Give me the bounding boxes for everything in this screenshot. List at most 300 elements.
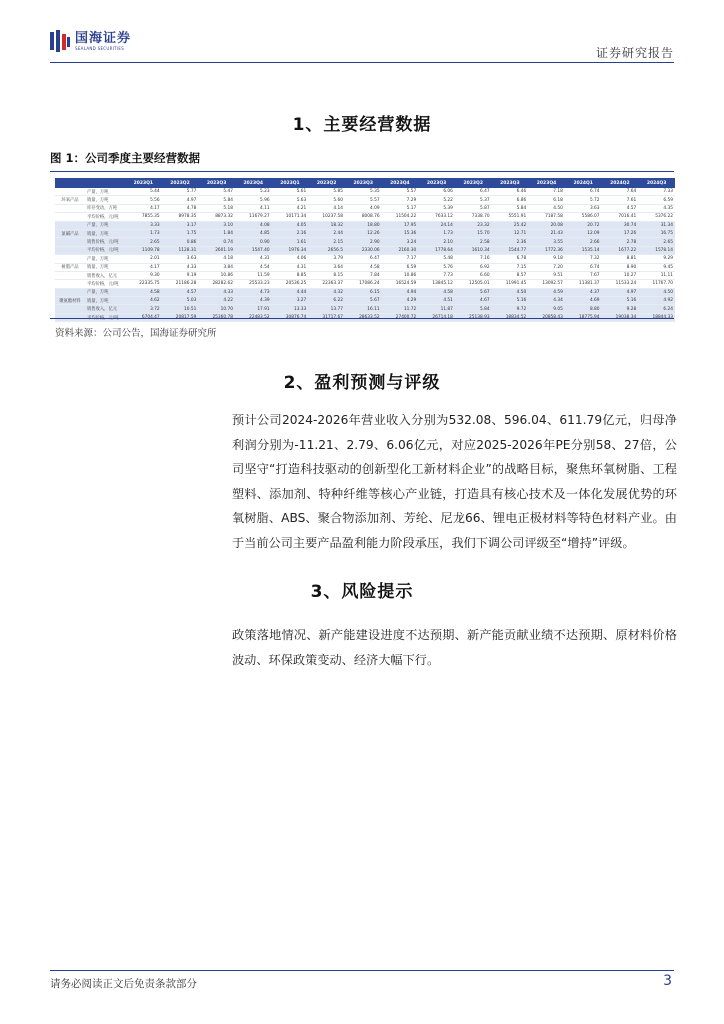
table-value-cell: 7.15 [492,263,529,271]
table-header-quarter: 2023Q4 [235,178,272,188]
table-value-cell: 4.33 [162,263,199,271]
table-value-cell: 7633.12 [418,213,455,221]
table-value-cell: 9.45 [638,263,675,271]
table-value-cell: 5.44 [125,188,162,196]
forecast-paragraph: 预计公司2024-2026年营业收入分别为532.08、596.04、611.79亿元，归母净利润分别为-11.21、2.79、6.06亿元，对应2025-2026年PE分别58、27倍，公司坚守“打造科技驱动的创新型化工新材料企业”的战略目标，聚焦环氧树脂、工程塑料、添加剂、特种纤维等核心产业链，打造具有核心技术及一体化发展优势的环氧树脂、ABS、聚合物添加剂、芳纶、尼龙66、锂电正极材料等特色材料产业。由于当前公司主要产品盈利能力阶段承压，我们下调公司评级至“增持”评级。 [232,413,677,550]
table-value-cell: 7.84 [345,271,382,279]
table-value-cell: 9.28 [602,305,639,313]
table-header-quarter: 2023Q2 [308,178,345,188]
table-value-cell: 4.78 [162,204,199,212]
table-value-cell: 9.51 [528,271,565,279]
table-segment-cell [55,255,85,263]
table-value-cell: 2601.19 [198,246,235,254]
table-value-cell: 15.36 [382,229,419,237]
table-value-cell: 17.95 [382,221,419,229]
table-value-cell: 20817.59 [162,313,199,321]
table-item-cell: 平均价格，元/吨 [85,246,125,254]
table-header-quarter: 2023Q2 [455,178,492,188]
table-segment-cell [55,213,85,221]
table-value-cell: 4.06 [272,255,309,263]
table-value-cell: 5.57 [382,188,419,196]
table-segment-cell [55,188,85,196]
table-value-cell: 10.51 [162,305,199,313]
table-value-cell: 30.74 [602,221,639,229]
table-row [55,263,675,271]
table-value-cell: 5.35 [345,188,382,196]
table-value-cell: 5.84 [492,204,529,212]
risk-paragraph: 政策落地情况、新产能建设进度不达预期、新产能贡献业绩不达预期、原材料价格波动、环保政策变动、经济大幅下行。 [232,628,677,667]
logo-icon [50,30,70,52]
table-value-cell: 4.50 [528,204,565,212]
table-value-cell: 6.24 [638,305,675,313]
table-value-cell: 6.92 [455,263,492,271]
table-value-cell: 3.27 [272,297,309,305]
table-value-cell: 5586.07 [565,213,602,221]
table-value-cell: 4.32 [308,288,345,296]
table-segment-cell: 氯碱产品 [55,229,85,237]
table-value-cell: 12.09 [565,229,602,237]
table-value-cell: 5.60 [308,196,345,204]
table-value-cell: 4.33 [198,288,235,296]
table-value-cell: 7.32 [565,255,602,263]
table-value-cell: 25138.93 [455,313,492,321]
table-value-cell: 1109.78 [125,246,162,254]
table-value-cell: 8.15 [308,271,345,279]
table-value-cell: 5.56 [125,196,162,204]
table-value-cell: 7016.41 [602,213,639,221]
table-value-cell: 9.05 [528,305,565,313]
table-value-cell: 20858.43 [528,313,565,321]
table-value-cell: 4.50 [492,288,529,296]
table-value-cell: 4.67 [455,297,492,305]
table-segment-cell [55,288,85,296]
table-value-cell: 5.77 [162,188,199,196]
table-item-cell: 平均价格，元/吨 [85,313,125,321]
table-value-cell: 1677.22 [602,246,639,254]
table-value-cell: 11381.37 [565,280,602,288]
table-value-cell: 20536.25 [272,280,309,288]
table-segment-cell: 树脂产品 [55,263,85,271]
table-segment-cell: 聚氨酯材料 [55,297,85,305]
section-title-forecast: 2、盈利预测与评级 [283,373,441,393]
table-value-cell: 5.17 [382,204,419,212]
table-value-cell: 16.11 [345,305,382,313]
table-value-cell: 7.18 [528,188,565,196]
figure-divider-bottom [50,318,674,319]
table-header-quarter: 2023Q3 [345,178,382,188]
table-value-cell: 25.42 [492,221,529,229]
table-item-cell: 销量，万吨 [85,196,125,204]
table-segment-cell [55,238,85,246]
table-value-cell: 19038.34 [602,313,639,321]
table-value-cell: 11767.70 [638,280,675,288]
table-value-cell: 18.80 [345,221,382,229]
table-value-cell: 8.80 [565,305,602,313]
table-value-cell: 4.59 [528,288,565,296]
table-value-cell: 9.29 [638,255,675,263]
table-value-cell: 3.10 [198,221,235,229]
table-value-cell: 1.61 [272,238,309,246]
table-value-cell: 4.97 [162,196,199,204]
figure-title: 图 1：公司季度主要经营数据 [50,151,201,165]
table-value-cell: 4.17 [125,204,162,212]
table-value-cell: 18.32 [308,221,345,229]
table-value-cell: 9.18 [528,255,565,263]
table-value-cell: 13.33 [272,305,309,313]
table-row [55,229,675,237]
footer-divider [50,970,674,971]
table-item-cell: 销售价格，元/吨 [85,238,125,246]
table-value-cell: 6.74 [565,188,602,196]
table-value-cell: 4.14 [308,204,345,212]
table-value-cell: 21.43 [528,229,565,237]
table-item-cell: 销量，万吨 [85,263,125,271]
table-value-cell: 2.10 [418,238,455,246]
table-value-cell: 4.69 [565,297,602,305]
table-value-cell: 1.84 [198,229,235,237]
table-value-cell: 17.26 [602,229,639,237]
table-item-cell: 产量，万吨 [85,221,125,229]
table-value-cell: 5.72 [565,196,602,204]
table-value-cell: 4.54 [235,263,272,271]
table-value-cell: 5.37 [455,196,492,204]
table-value-cell: 6.59 [382,263,419,271]
table-row [55,204,675,212]
table-value-cell: 5.57 [345,196,382,204]
page-number: 3 [663,973,672,989]
table-value-cell: 3.72 [125,305,162,313]
table-value-cell: 2.65 [638,238,675,246]
table-row [55,288,675,296]
table-value-cell: 18834.52 [492,313,529,321]
table-value-cell: 5.84 [198,196,235,204]
table-value-cell: 5551.91 [492,213,529,221]
table-value-cell: 11991.45 [492,280,529,288]
table-value-cell: 4.35 [638,204,675,212]
table-header-quarter: 2023Q4 [528,178,565,188]
table-value-cell: 11679.27 [235,213,272,221]
table-item-cell: 销量，万吨 [85,297,125,305]
table-value-cell: 10.70 [198,305,235,313]
table-value-cell: 1.75 [162,229,199,237]
table-value-cell: 8.81 [602,255,639,263]
table-value-cell: 4.92 [638,297,675,305]
table-row [55,221,675,229]
table-value-cell: 2.78 [602,238,639,246]
table-header-blank [85,178,125,188]
table-value-cell: 8008.76 [345,213,382,221]
table-value-cell: 5.03 [162,297,199,305]
table-value-cell: 3.84 [198,263,235,271]
table-header-quarter: 2023Q2 [162,178,199,188]
table-value-cell: 1128.31 [162,246,199,254]
table-row [55,280,675,288]
document-type: 证券研究报告 [595,46,674,60]
table-item-cell: 平均价格，元/吨 [85,213,125,221]
table-value-cell: 5.67 [345,297,382,305]
table-value-cell: 3.63 [565,204,602,212]
table-value-cell: 6.86 [492,196,529,204]
table-value-cell: 8978.35 [162,213,199,221]
table-item-cell: 平均价格，元/吨 [85,280,125,288]
table-value-cell: 5.96 [235,196,272,204]
table-header-quarter: 2023Q1 [125,178,162,188]
table-value-cell: 26714.18 [418,313,455,321]
table-header-row [55,178,675,188]
table-value-cell: 7.33 [638,188,675,196]
table-value-cell: 8.85 [272,271,309,279]
table-value-cell: 6704.47 [125,313,162,321]
table-item-cell: 销量，万吨 [85,229,125,237]
table-item-cell: 库存变动，万吨 [85,204,125,212]
table-value-cell: 12.26 [345,229,382,237]
table-value-cell: 5.48 [418,255,455,263]
table-value-cell: 3.64 [308,263,345,271]
table-value-cell: 4.31 [235,255,272,263]
table-row [55,238,675,246]
table-value-cell: 5.18 [198,204,235,212]
table-value-cell: 17086.24 [345,280,382,288]
header-divider [50,62,674,63]
table-value-cell: 22363.37 [308,280,345,288]
table-value-cell: 6.15 [345,288,382,296]
table-value-cell: 10.86 [198,271,235,279]
table-header-quarter: 2024Q2 [602,178,639,188]
table-value-cell: 7.67 [565,271,602,279]
table-value-cell: 24.14 [418,221,455,229]
table-value-cell: 12.71 [492,229,529,237]
table-header-quarter: 2023Q1 [272,178,309,188]
table-value-cell: 6.59 [638,196,675,204]
table-value-cell: 8873.32 [198,213,235,221]
table-value-cell: 4.85 [235,229,272,237]
table-value-cell: 2.65 [125,238,162,246]
table-value-cell: 4.57 [602,204,639,212]
table-value-cell: 4.39 [235,297,272,305]
table-value-cell: 1.73 [418,229,455,237]
table-value-cell: 23.32 [455,221,492,229]
table-value-cell: 5.16 [492,297,529,305]
table-value-cell: 15.70 [455,229,492,237]
table-value-cell: 5.47 [198,188,235,196]
table-item-cell: 产量，万吨 [85,288,125,296]
table-value-cell: 0.86 [162,238,199,246]
table-item-cell: 产量，万吨 [85,255,125,263]
table-value-cell: 6.60 [455,271,492,279]
section-title-operating-data: 1、主要经营数据 [292,115,432,135]
logo-name-cn: 国海证券 [75,30,132,46]
table-value-cell: 4.58 [345,263,382,271]
table-value-cell: 5.23 [235,188,272,196]
table-value-cell: 9.30 [125,271,162,279]
table-header-quarter: 2023Q4 [382,178,419,188]
table-value-cell: 11504.22 [382,213,419,221]
table-value-cell: 5376.22 [638,213,675,221]
table-value-cell: 4.08 [235,221,272,229]
table-value-cell: 2.44 [308,229,345,237]
table-value-cell: 4.57 [162,288,199,296]
table-value-cell: 2160.30 [382,246,419,254]
table-value-cell: 22335.75 [125,280,162,288]
table-value-cell: 28633.52 [345,313,382,321]
table-value-cell: 18775.94 [565,313,602,321]
table-value-cell: 4.97 [602,288,639,296]
table-value-cell: 21186.28 [162,280,199,288]
table-value-cell: 7.29 [382,196,419,204]
table-value-cell: 31.34 [638,221,675,229]
table-value-cell: 4.73 [235,288,272,296]
table-value-cell: 6.47 [345,255,382,263]
table-value-cell: 7855.35 [125,213,162,221]
table-row [55,213,675,221]
table-value-cell: 16.75 [638,229,675,237]
table-value-cell: 5.61 [272,188,309,196]
page-header [0,0,724,70]
table-value-cell: 2.58 [455,238,492,246]
table-value-cell: 1778.64 [418,246,455,254]
table-value-cell: 5.76 [418,263,455,271]
table-value-cell: 10.86 [382,271,419,279]
table-value-cell: 4.22 [198,297,235,305]
table-value-cell: 6.46 [492,188,529,196]
figure-divider-top [50,171,674,172]
table-value-cell: 5.22 [418,196,455,204]
table-value-cell: 27400.72 [382,313,419,321]
table-header-quarter: 2023Q3 [492,178,529,188]
quarterly-data-table [55,178,675,321]
table-value-cell: 1578.14 [638,246,675,254]
table-value-cell: 4.21 [272,204,309,212]
table-value-cell: 7.16 [455,255,492,263]
table-value-cell: 4.58 [125,288,162,296]
table-segment-cell [55,204,85,212]
table-value-cell: 2.66 [565,238,602,246]
table-row [55,297,675,305]
table-value-cell: 6.74 [565,263,602,271]
table-value-cell: 4.09 [345,204,382,212]
table-value-cell: 9.72 [492,305,529,313]
table-value-cell: 4.17 [125,263,162,271]
table-value-cell: 1772.36 [528,246,565,254]
table-value-cell: 1547.40 [235,246,272,254]
source-note: 资料来源：公司公告，国海证券研究所 [55,328,217,339]
table-header-quarter: 2024Q1 [565,178,602,188]
disclaimer-note: 请务必阅读正文后免责条款部分 [50,978,197,990]
table-value-cell: 1610.34 [455,246,492,254]
table-value-cell: 2656.5 [308,246,345,254]
table-value-cell: 7338.70 [455,213,492,221]
table-value-cell: 20.72 [565,221,602,229]
table-value-cell: 10237.58 [308,213,345,221]
table-value-cell: 4.94 [382,288,419,296]
table-value-cell: 31717.67 [308,313,345,321]
table-value-cell: 4.18 [198,255,235,263]
table-segment-cell [55,246,85,254]
table-segment-cell: 环氧产品 [55,196,85,204]
table-value-cell: 3.55 [528,238,565,246]
table-row [55,255,675,263]
table-segment-cell [55,271,85,279]
table-value-cell: 16524.59 [382,280,419,288]
table-value-cell: 2.90 [345,238,382,246]
table-value-cell: 1544.77 [492,246,529,254]
table-value-cell: 20.08 [528,221,565,229]
table-value-cell: 7.64 [602,188,639,196]
table-value-cell: 11.87 [418,305,455,313]
table-value-cell: 7.20 [528,263,565,271]
table-item-cell: 销售收入，亿元 [85,271,125,279]
table-value-cell: 4.37 [565,288,602,296]
table-value-cell: 4.11 [235,204,272,212]
table-value-cell: 2.16 [272,229,309,237]
table-value-cell: 11.72 [382,305,419,313]
table-header-quarter: 2023Q3 [418,178,455,188]
table-header-quarter: 2024Q3 [638,178,675,188]
table-value-cell: 10.27 [602,271,639,279]
table-value-cell: 9.19 [162,271,199,279]
table-row [55,271,675,279]
table-value-cell: 5.39 [418,204,455,212]
table-value-cell: 18844.33 [638,313,675,321]
table-value-cell: 13845.12 [418,280,455,288]
table-value-cell: 1976.34 [272,246,309,254]
table-value-cell: 11.59 [235,271,272,279]
table-value-cell: 4.31 [272,263,309,271]
table-value-cell: 13.77 [308,305,345,313]
table-value-cell: 3.79 [308,255,345,263]
table-item-cell: 销售收入，亿元 [85,305,125,313]
table-value-cell: 4.29 [382,297,419,305]
table-value-cell: 1.73 [125,229,162,237]
table-value-cell: 30876.74 [272,313,309,321]
company-logo [50,30,131,52]
table-value-cell: 4.05 [272,221,309,229]
table-value-cell: 6.47 [455,188,492,196]
table-segment-cell [55,221,85,229]
table-value-cell: 5.87 [455,204,492,212]
table-segment-cell [55,280,85,288]
table-value-cell: 5.16 [602,297,639,305]
table-value-cell: 2.01 [125,255,162,263]
table-row [55,188,675,196]
table-value-cell: 3.63 [162,255,199,263]
logo-name-en: SEALAND SECURITIES [75,45,125,51]
table-value-cell: 6.18 [528,196,565,204]
table-value-cell: 8.90 [602,263,639,271]
table-row [55,246,675,254]
table-value-cell: 2330.06 [345,246,382,254]
table-value-cell: 3.17 [162,221,199,229]
table-value-cell: 6.22 [308,297,345,305]
section-title-risk: 3、风险提示 [310,582,414,602]
table-value-cell: 5.85 [308,188,345,196]
table-value-cell: 3.33 [125,221,162,229]
table-value-cell: 6.78 [492,255,529,263]
table-item-cell: 产量，万吨 [85,188,125,196]
table-value-cell: 11.11 [638,271,675,279]
table-value-cell: 0.74 [198,238,235,246]
table-value-cell: 13092.57 [528,280,565,288]
table-header-blank [55,178,85,188]
table-value-cell: 4.34 [528,297,565,305]
table-value-cell: 3.24 [382,238,419,246]
table-value-cell: 2.15 [308,238,345,246]
table-row [55,196,675,204]
table-value-cell: 2.36 [492,238,529,246]
table-value-cell: 1535.14 [565,246,602,254]
table-row [55,305,675,313]
table-value-cell: 5.67 [455,288,492,296]
